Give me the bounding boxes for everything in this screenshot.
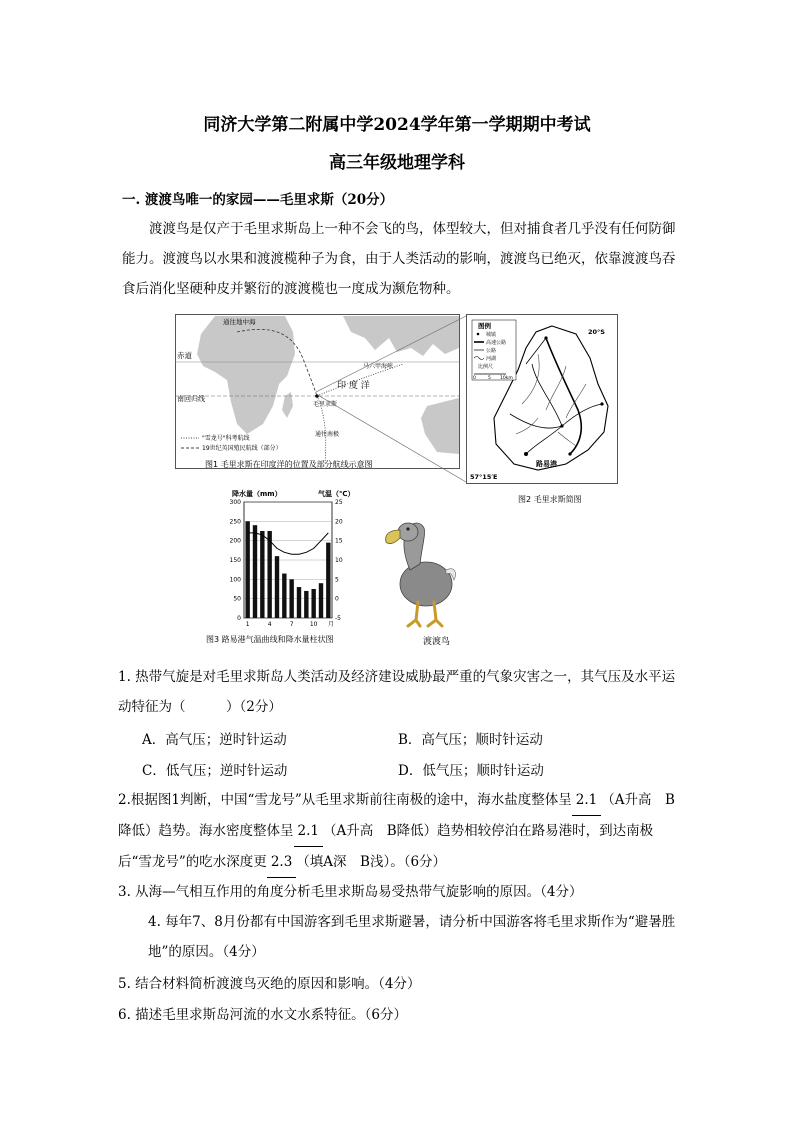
svg-text:0: 0 <box>473 376 476 381</box>
xaxis-suffix: 月 <box>328 621 335 628</box>
port-louis-label: 路易港 <box>536 460 557 468</box>
ytick-left: 100 <box>229 576 241 584</box>
ytick-right: 0 <box>335 595 339 603</box>
label-malacca: 马六甲海峡 <box>363 363 394 370</box>
ytick-left: 50 <box>233 595 241 603</box>
precip-bar <box>267 531 271 618</box>
ytick-right: 10 <box>335 557 343 564</box>
q2-blank-2[interactable]: 2.1 <box>294 816 323 847</box>
legend-river: 河湖 <box>486 356 497 362</box>
svg-text:5: 5 <box>488 376 491 381</box>
xtick: 7 <box>289 621 294 628</box>
precip-bar <box>245 521 249 618</box>
legend-colonial: 19世纪英国殖民航线（部分） <box>202 445 282 452</box>
precip-bar <box>297 587 301 618</box>
ytick-right: 15 <box>335 537 343 545</box>
label-mediterranean: 通往地中海 <box>223 318 256 326</box>
legend-title: 图例 <box>478 322 491 330</box>
ytick-right: 5 <box>335 576 339 584</box>
label-equator: 赤道 <box>177 351 192 360</box>
legend-highway: 高速公路 <box>486 340 507 346</box>
question-2: 2.根据图1判断，中国“雪龙号”从毛里求斯前往南极的途中，海水盐度整体呈 2.1 （A升高 B降低）趋势。海水密度整体呈 2.1 （A升高 B降低）趋势相较停泊在路易港时，到达南极后“雪龙号”的吃水深度更 2.3 （填A深 B浅）。（6分） <box>118 785 678 878</box>
fig1-caption: 图1 毛里求斯在印度洋的位置及部分航线示意图 <box>205 460 373 469</box>
q1-option-c[interactable]: C．低气压；逆时针运动 <box>142 763 288 779</box>
ytick-left: 150 <box>229 557 241 564</box>
question-3: 3. 从海—气相互作用的角度分析毛里求斯岛易受热带气旋影响的原因。（4分） <box>118 884 583 900</box>
svg-text:10km: 10km <box>500 376 513 381</box>
ylabel-right: 气温（℃） <box>318 490 355 498</box>
question-6: 6. 描述毛里求斯岛河流的水文水系特征。（6分） <box>118 1007 408 1023</box>
precip-bar <box>304 591 308 618</box>
label-mauritius: 毛里求斯 <box>313 401 338 408</box>
precip-bar <box>253 525 257 618</box>
precip-bar <box>311 589 315 618</box>
xtick: 1 <box>245 621 250 628</box>
ytick-left: 0 <box>237 615 241 622</box>
precip-bar <box>260 531 264 618</box>
climate-chart <box>222 486 362 630</box>
question-5: 5. 结合材料简析渡渡鸟灭绝的原因和影响。（4分） <box>118 976 421 992</box>
q1-option-d[interactable]: D．低气压；顺时针运动 <box>398 763 544 779</box>
ytick-right: -5 <box>335 615 341 622</box>
ytick-left: 250 <box>229 518 241 526</box>
label-antarctic: 通往南极 <box>315 431 340 438</box>
legend-xuelong: "雪龙号"科考航线 <box>202 435 250 442</box>
longitude-label: 57°15′E <box>470 473 498 481</box>
question-1: 1. 热带气旋是对毛里求斯岛人类活动及经济建设威胁最严重的气象灾害之一，其气压及水平运动特征为（ ）（2分） <box>118 669 676 715</box>
xtick: 10 <box>309 621 318 628</box>
latitude-label: 20°S <box>588 328 605 336</box>
legend-scale: 比例尺 <box>478 364 494 370</box>
q2-blank-1[interactable]: 2.1 <box>572 785 601 816</box>
precip-bar <box>326 543 330 618</box>
precip-bar <box>275 556 279 618</box>
ytick-right: 25 <box>335 499 343 506</box>
q2-blank-3[interactable]: 2.3 <box>267 847 296 878</box>
zoom-lines <box>316 314 468 484</box>
label-tropic: 南回归线 <box>177 395 205 403</box>
exam-subtitle: 高三年级地理学科 <box>329 153 465 173</box>
ytick-left: 300 <box>229 499 241 506</box>
ytick-left: 200 <box>229 537 241 545</box>
legend-town: 城镇 <box>486 332 497 338</box>
legend-road: 公路 <box>486 348 497 354</box>
section-heading: 一. 渡渡鸟唯一的家园——毛里求斯（20分） <box>122 192 394 208</box>
fig3-caption: 图3 路易港气温曲线和降水量柱状图 <box>206 635 334 644</box>
q1-option-b[interactable]: B．高气压；顺时针运动 <box>398 732 543 748</box>
precip-bar <box>289 579 293 618</box>
q1-option-a[interactable]: A．高气压；逆时针运动 <box>142 732 287 748</box>
question-4: 4. 每年7、8月份都有中国游客到毛里求斯避暑，请分析中国游客将毛里求斯作为“避暑胜地”的原因。（4分） <box>148 914 676 960</box>
precip-bar <box>282 574 286 618</box>
fig2-caption: 图2 毛里求斯简图 <box>518 495 582 504</box>
dodo-caption: 渡渡鸟 <box>423 637 451 647</box>
label-indian-ocean: 印 度 洋 <box>337 381 370 391</box>
mauritius-map <box>466 314 618 484</box>
port-louis-dot <box>524 452 528 456</box>
exam-title: 同济大学第二附属中学2024学年第一学期期中考试 <box>203 115 591 135</box>
precip-bar <box>319 583 323 618</box>
ytick-right: 20 <box>335 518 343 526</box>
intro-paragraph: 渡渡鸟是仅产于毛里求斯岛上一种不会飞的鸟，体型较大，但对捕食者几乎没有任何防御能力。渡渡鸟以水果和渡渡榄种子为食，由于人类活动的影响，渡渡鸟已绝灭，依靠渡渡鸟吞食后消化坚硬种皮并繁衍的渡渡榄也一度成为濒危物种。 <box>122 221 676 297</box>
ylabel-left: 降水量（mm） <box>232 490 282 498</box>
dodo-illustration <box>380 512 460 632</box>
xtick: 4 <box>267 621 272 628</box>
